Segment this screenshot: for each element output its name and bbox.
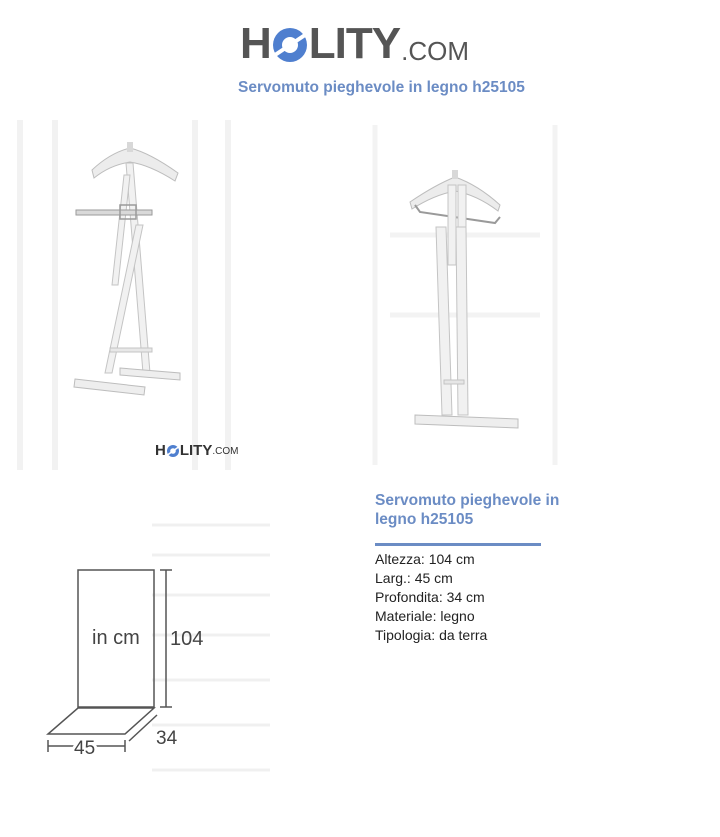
watermark-letters: LITY — [179, 442, 213, 459]
diagram-width-label: 45 — [74, 738, 96, 759]
watermark-domain: .COM — [212, 446, 239, 457]
spec-material: Materiale: legno — [375, 608, 475, 624]
diagram-depth-label: 34 — [156, 728, 178, 749]
info-title: Servomuto pieghevole in legno h25105 — [375, 492, 560, 528]
dimension-diagram — [40, 510, 280, 810]
diagram-unit-label: in cm — [92, 627, 140, 649]
site-logo[interactable] — [240, 16, 469, 66]
product-photo-side — [360, 115, 570, 477]
page-title: Servomuto pieghevole in legno h25105 — [238, 79, 525, 96]
spec-width: Larg.: 45 cm — [375, 570, 453, 586]
logo-domain: .COM — [401, 36, 469, 66]
product-info-panel — [375, 491, 575, 645]
watermark-logo — [155, 443, 238, 458]
watermark-letter-h: H — [155, 442, 166, 459]
spec-type: Tipologia: da terra — [375, 627, 488, 643]
holity-o-mark-icon — [271, 22, 309, 66]
diagram-height-label: 104 — [170, 628, 204, 650]
logo-letters: LITY — [308, 19, 401, 68]
holity-o-mark-small-icon — [166, 443, 180, 458]
spec-depth: Profondita: 34 cm — [375, 589, 485, 605]
logo-letter-h: H — [240, 19, 271, 68]
product-photo-front — [0, 115, 245, 477]
spec-height: Altezza: 104 cm — [375, 551, 475, 567]
info-divider — [375, 543, 541, 546]
